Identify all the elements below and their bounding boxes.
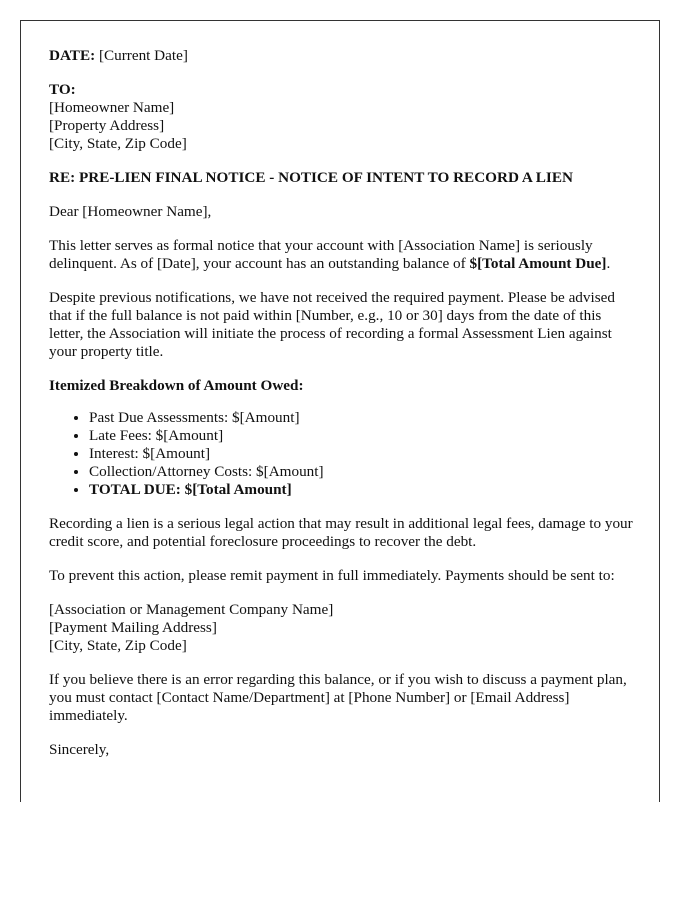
payee-block <box>49 601 637 655</box>
breakdown-list <box>49 409 637 499</box>
balance-text-end: . <box>606 255 611 272</box>
letter-page <box>20 20 660 802</box>
breakdown-item-interest: • Interest: $[Amount] <box>89 445 637 463</box>
total-amount-due: $[Total Amount Due] <box>469 255 607 272</box>
date-line <box>49 47 637 65</box>
breakdown-item-total-due: • TOTAL DUE: $[Total Amount] <box>89 481 637 499</box>
recipient-address: [Property Address] <box>49 117 165 134</box>
date-value: [Current Date] <box>98 47 188 64</box>
paragraph-contact: If you believe there is an error regarding this balance, or if you wish to discuss a payment plan, you must contact [Contact Name/Department] at [Phone Number] or [Email Address] immediately. <box>49 671 627 724</box>
paragraph-balance-notice <box>49 237 637 273</box>
recipient-name: [Homeowner Name] <box>49 99 175 116</box>
breakdown-item-assessments: • Past Due Assessments: $[Amount] <box>89 409 637 427</box>
payee-city-state-zip: [City, State, Zip Code] <box>49 637 187 654</box>
breakdown-item-late-fees: • Late Fees: $[Amount] <box>89 427 637 445</box>
breakdown-heading: Itemized Breakdown of Amount Owed: <box>49 377 304 394</box>
balance-text: This letter serves as formal notice that your account with [Association Name] is seriously delinquent. As of [Date], your account has an outstanding balance of <box>49 237 593 272</box>
breakdown-item-collection-costs: • Collection/Attorney Costs: $[Amount] <box>89 463 637 481</box>
payee-name: [Association or Management Company Name] <box>49 601 334 618</box>
salutation: Dear [Homeowner Name], <box>49 203 212 220</box>
closing: Sincerely, <box>49 741 110 758</box>
date-label: DATE: <box>49 47 96 64</box>
paragraph-consequences: Recording a lien is a serious legal action that may result in additional legal fees, damage to your credit score, and potential foreclosure proceedings to recover the debt. <box>49 515 633 550</box>
paragraph-payment-instructions: To prevent this action, please remit payment in full immediately. Payments should be sent to: <box>49 567 615 584</box>
paragraph-lien-warning: Despite previous notifications, we have not received the required payment. Please be advised that if the full balance is not paid within [Number, e.g., 10 or 30] days from the date of this letter, the Association will initiate the process of recording a formal Assessment Lien against your property title. <box>49 289 615 360</box>
subject-line: RE: PRE-LIEN FINAL NOTICE - NOTICE OF INTENT TO RECORD A LIEN <box>49 169 573 186</box>
recipient-city-state-zip: [City, State, Zip Code] <box>49 135 187 152</box>
letter-content <box>49 47 637 775</box>
payee-address: [Payment Mailing Address] <box>49 619 217 636</box>
to-label: TO: <box>49 81 76 98</box>
recipient-block <box>49 81 637 153</box>
